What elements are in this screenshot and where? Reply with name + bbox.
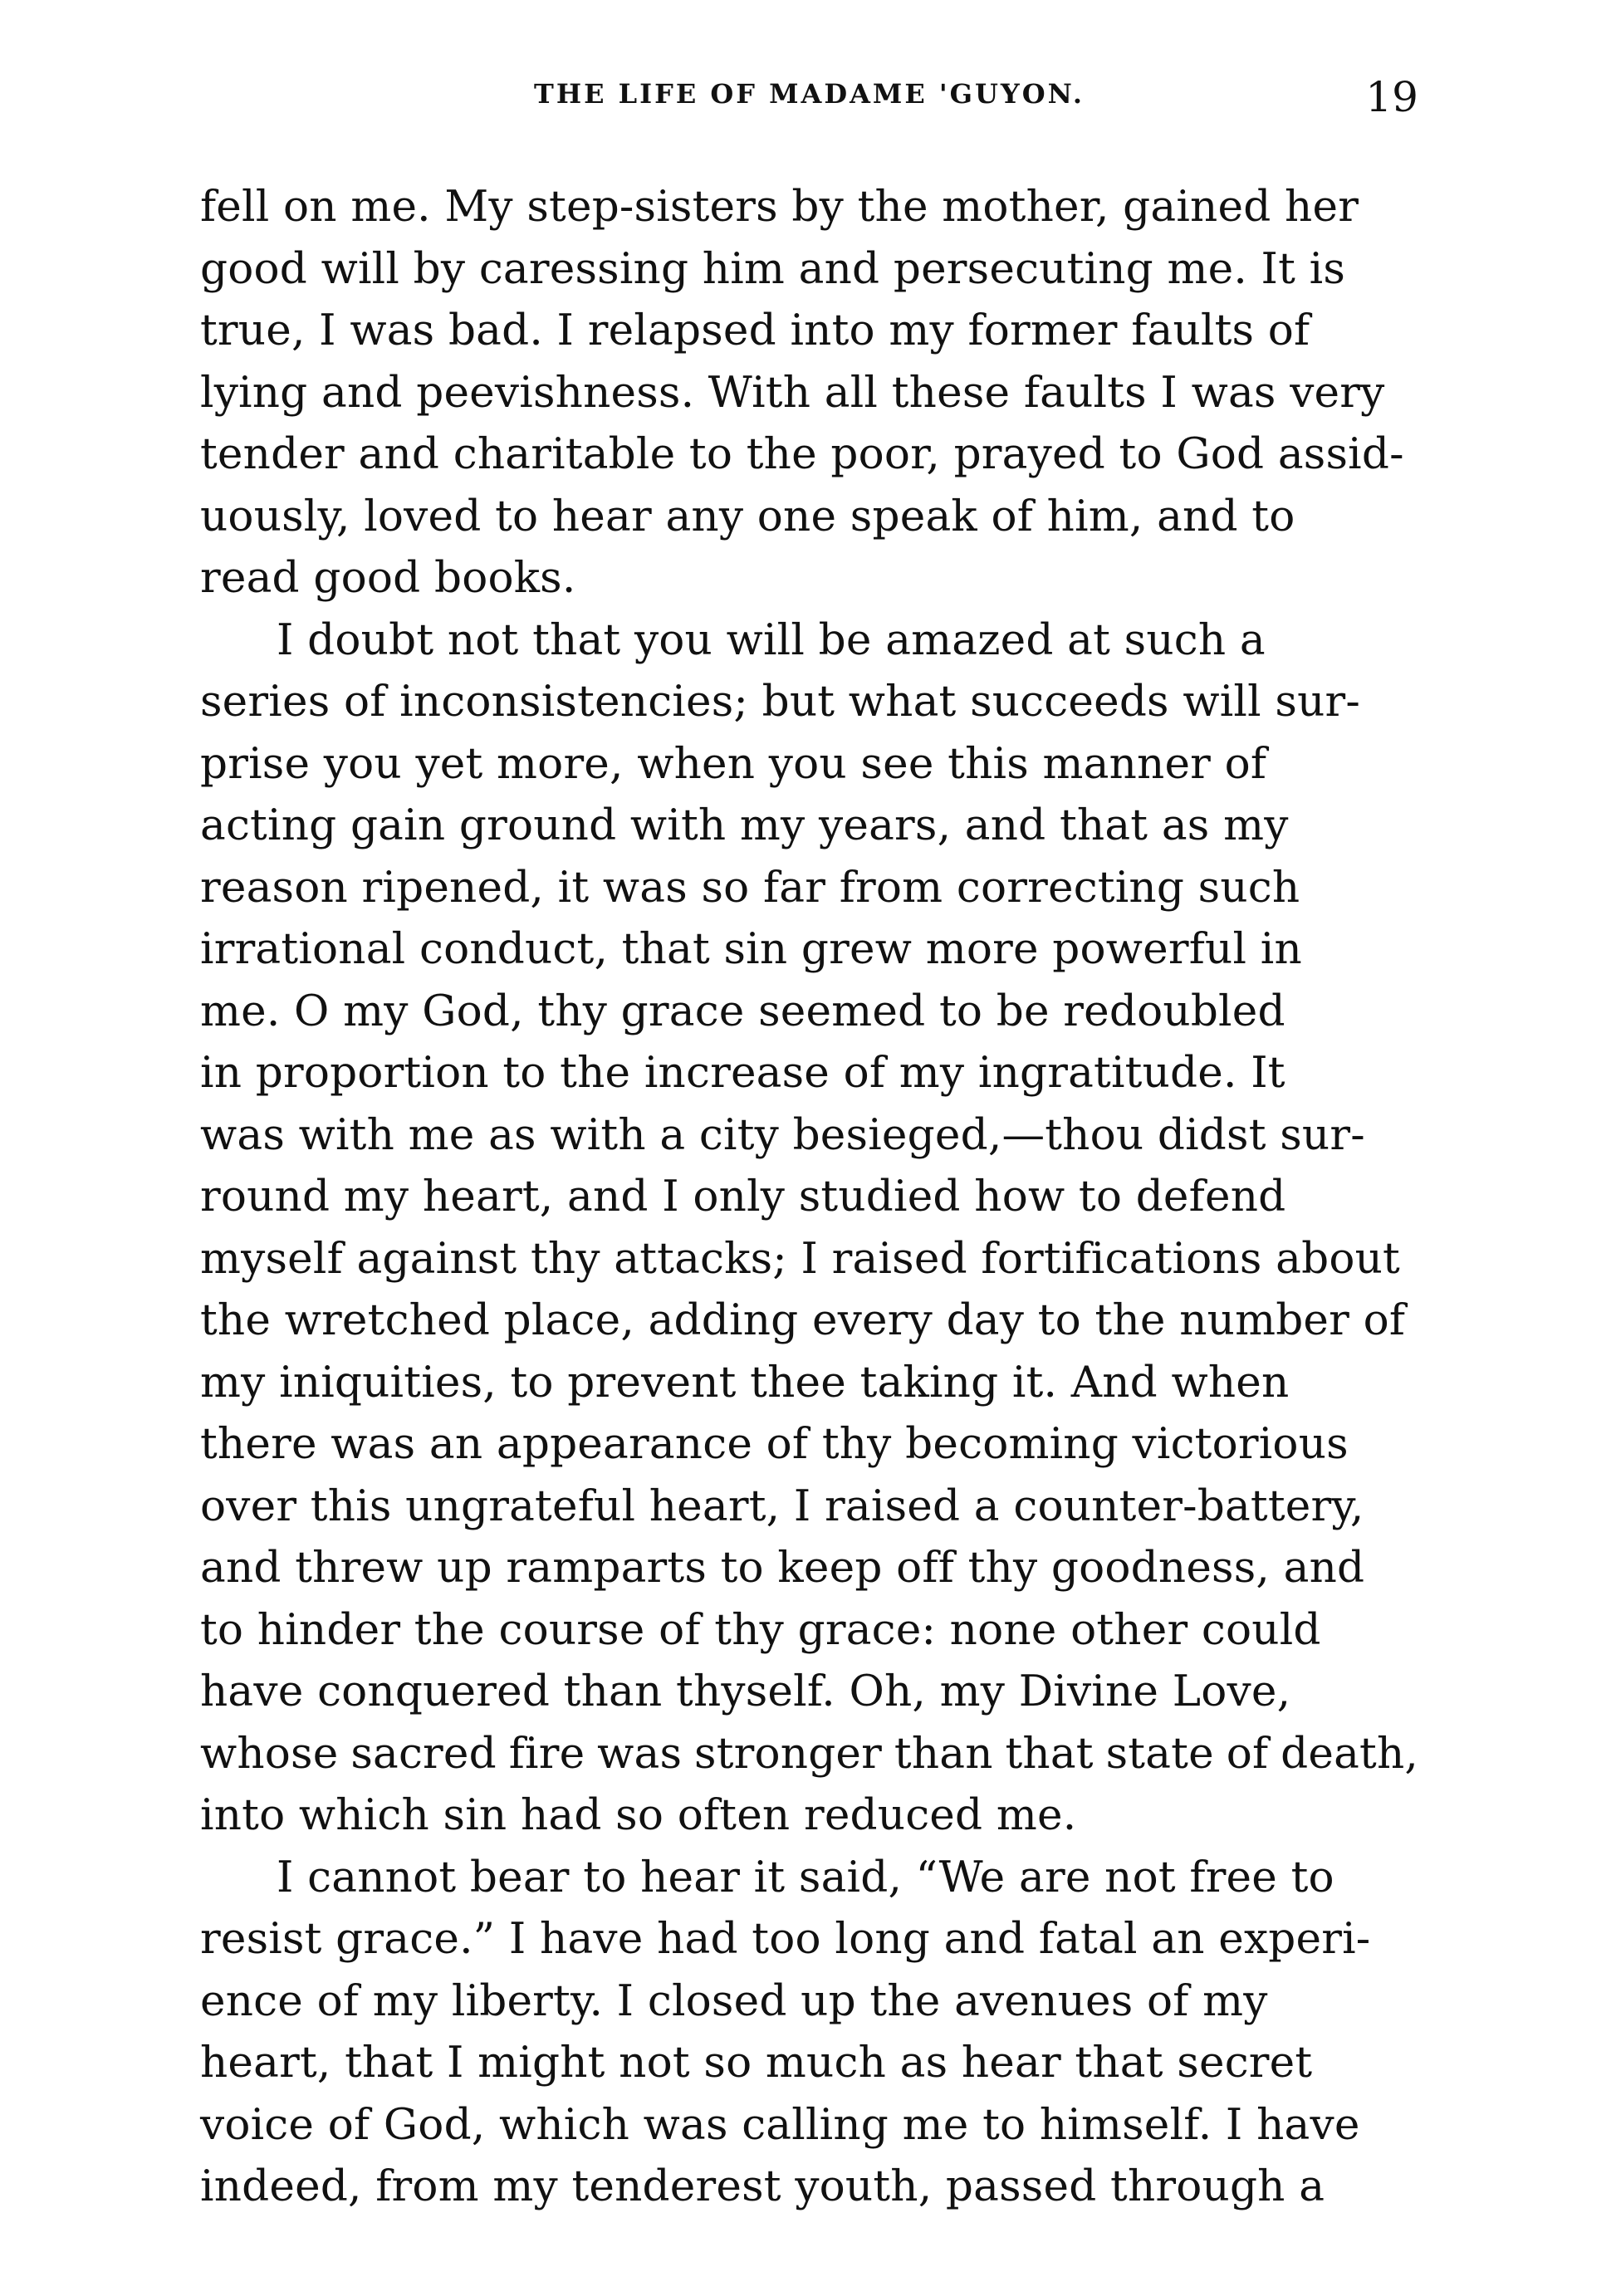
text-line: indeed, from my tenderest youth, passed through a bbox=[200, 2161, 1325, 2211]
text-line: acting gain ground with my years, and that as my bbox=[200, 800, 1289, 850]
text-line: read good books. bbox=[200, 553, 576, 603]
page-number: 19 bbox=[1365, 73, 1418, 121]
body-text bbox=[200, 176, 1418, 2218]
text-line: to hinder the course of thy grace: none other could bbox=[200, 1604, 1321, 1655]
text-line: voice of God, which was calling me to himself. I have bbox=[200, 2099, 1360, 2150]
text-line: me. O my God, thy grace seemed to be redoubled bbox=[200, 986, 1285, 1036]
text-line: uously, loved to hear any one speak of him, and to bbox=[200, 491, 1295, 541]
text-line: fell on me. My step-sisters by the mother, gained her bbox=[200, 182, 1359, 232]
text-line: I cannot bear to hear it said, “We are not free to bbox=[277, 1852, 1334, 1902]
paragraph-2 bbox=[200, 609, 1418, 1847]
text-line: my iniquities, to prevent thee taking it. And when bbox=[200, 1357, 1290, 1407]
text-line: and threw up ramparts to keep off thy goodness, and bbox=[200, 1543, 1365, 1593]
text-line: whose sacred fire was stronger than that state of death, bbox=[200, 1728, 1418, 1779]
text-line: good will by caressing him and persecuting me. It is bbox=[200, 243, 1346, 294]
text-line: tender and charitable to the poor, prayed to God assid- bbox=[200, 429, 1404, 479]
text-line: resist grace.” I have had too long and fatal an experi- bbox=[200, 1914, 1371, 1964]
text-line: in proportion to the increase of my ingratitude. It bbox=[200, 1048, 1285, 1098]
text-line: over this ungrateful heart, I raised a counter-battery, bbox=[200, 1481, 1364, 1531]
text-line: irrational conduct, that sin grew more powerful in bbox=[200, 924, 1302, 974]
text-line: series of inconsistencies; but what succeeds will sur- bbox=[200, 677, 1361, 727]
text-line: heart, that I might not so much as hear that secret bbox=[200, 2038, 1313, 2088]
text-line: I doubt not that you will be amazed at such a bbox=[277, 614, 1266, 665]
text-line: myself against thy attacks; I raised fortifications about bbox=[200, 1233, 1400, 1284]
text-line: into which sin had so often reduced me. bbox=[200, 1790, 1077, 1840]
text-line: have conquered than thyself. Oh, my Divine Love, bbox=[200, 1667, 1291, 1716]
text-line: ence of my liberty. I closed up the avenues of my bbox=[200, 1975, 1268, 2026]
text-line: true, I was bad. I relapsed into my former faults of bbox=[200, 306, 1310, 355]
text-line: the wretched place, adding every day to the number of bbox=[200, 1295, 1406, 1345]
text-line: round my heart, and I only studied how to defend bbox=[200, 1172, 1286, 1221]
text-line: prise you yet more, when you see this manner of bbox=[200, 738, 1267, 789]
page-header bbox=[200, 73, 1418, 123]
text-line: there was an appearance of thy becoming victorious bbox=[200, 1419, 1349, 1469]
paragraph-3 bbox=[200, 1847, 1418, 2218]
running-title: THE LIFE OF MADAME 'GUYON. bbox=[534, 78, 1085, 110]
text-line: reason ripened, it was so far from correcting such bbox=[200, 862, 1300, 913]
text-line: lying and peevishness. With all these faults I was very bbox=[200, 367, 1385, 418]
paragraph-1 bbox=[200, 176, 1418, 609]
text-line: was with me as with a city besieged,—thou didst sur- bbox=[200, 1109, 1365, 1160]
